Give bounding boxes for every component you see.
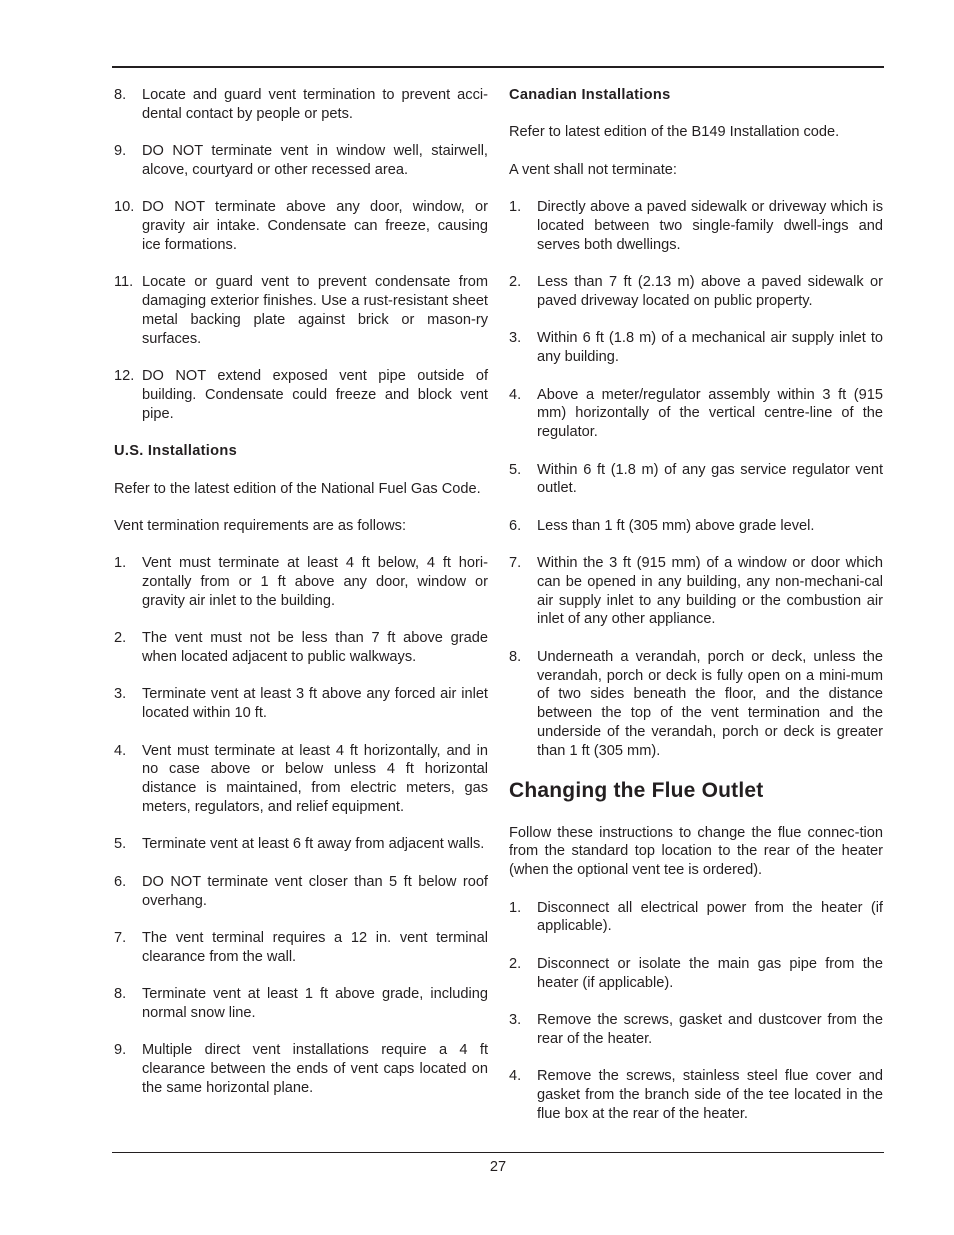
item-number: 10.: [114, 199, 135, 216]
item-number: 11.: [114, 274, 134, 291]
item-text: The vent terminal requires a 12 in. vent terminal clearance from the wall.: [142, 930, 488, 965]
item-text: Directly above a paved sidewalk or driveway which is located between two single-family dwell-ings and serves both dwellings.: [537, 199, 883, 253]
item-text: The vent must not be less than 7 ft above grade when located adjacent to public walkways.: [142, 630, 488, 666]
item-number: 1.: [509, 899, 522, 916]
item-number: 7.: [509, 555, 522, 572]
list-item: [114, 742, 488, 817]
list-item: [509, 648, 883, 761]
list-item: [509, 955, 883, 993]
item-text: DO NOT extend exposed vent pipe outside of building. Condensate could freeze and block vent pipe.: [142, 368, 488, 422]
item-number: 5.: [114, 836, 127, 853]
item-text: Above a meter/regulator assembly within 3 ft (915 mm) horizontally of the vertical centre-line of the regulator.: [537, 386, 883, 441]
item-text: Remove the screws, gasket and dustcover from the rear of the heater.: [537, 1012, 883, 1047]
list-item: [509, 198, 883, 254]
item-number: 6.: [114, 873, 127, 890]
ca-paragraph-2: A vent shall not terminate:: [509, 161, 677, 178]
item-text: Less than 1 ft (305 mm) above grade level.: [537, 517, 815, 534]
item-number: 9.: [114, 1042, 127, 1059]
item-number: 9.: [114, 143, 127, 160]
list-item: [509, 461, 883, 499]
item-number: 3.: [114, 686, 127, 703]
list-item: [114, 929, 488, 967]
list-item: [509, 517, 883, 536]
list-item: [114, 685, 488, 723]
ca-paragraph-1: Refer to latest edition of the B149 Installation code.: [509, 124, 840, 141]
list-item: [114, 554, 488, 610]
item-text: Within 6 ft (1.8 m) of a mechanical air supply inlet to any building.: [537, 330, 883, 366]
item-text: Disconnect or isolate the main gas pipe from the heater (if applicable).: [537, 955, 883, 991]
us-installations-heading: U.S. Installations: [114, 443, 237, 460]
changing-flue-outlet-heading: Changing the Flue Outlet: [509, 778, 764, 802]
item-text: Terminate vent at least 6 ft away from adjacent walls.: [142, 836, 485, 853]
bottom-rule: [112, 1152, 884, 1153]
list-item: [114, 273, 488, 348]
item-number: 2.: [509, 955, 522, 972]
list-item: [114, 86, 488, 124]
item-number: 1.: [114, 555, 127, 572]
flue-paragraph: Follow these instructions to change the flue connec-tion from the standard top location to the rear of the heater (when the optional vent tee is ordered).: [509, 824, 883, 879]
list-item: [114, 198, 488, 254]
item-number: 8.: [509, 648, 522, 665]
item-number: 2.: [114, 630, 127, 647]
list-item: [509, 899, 883, 937]
list-item: [509, 554, 883, 629]
item-number: 7.: [114, 930, 127, 947]
us-paragraph-1: Refer to the latest edition of the National Fuel Gas Code.: [114, 480, 481, 497]
left-column: [114, 86, 488, 1098]
canadian-installations-heading: Canadian Installations: [509, 87, 671, 103]
item-text: Disconnect all electrical power from the heater (if applicable).: [537, 899, 883, 935]
item-number: 8.: [114, 986, 127, 1003]
item-text: Underneath a verandah, porch or deck, unless the verandah, porch or deck is fully open on a mini-mum of two sides beneath the floor, and the distance between the top of the vent termination and the underside of the verandah, porch or deck is greater than 1 ft (305 mm).: [537, 648, 883, 759]
item-text: DO NOT terminate vent closer than 5 ft below roof overhang.: [142, 873, 488, 909]
top-rule: [112, 66, 884, 68]
item-text: DO NOT terminate vent in window well, stairwell, alcove, courtyard or other recessed area.: [142, 143, 488, 178]
item-text: DO NOT terminate above any door, window, or gravity air intake. Condensate can freeze, causing ice formations.: [142, 199, 488, 253]
right-column: [509, 86, 883, 1124]
item-text: Terminate vent at least 3 ft above any forced air inlet located within 10 ft.: [142, 686, 488, 722]
item-number: 4.: [509, 386, 522, 403]
item-text: Within 6 ft (1.8 m) of any gas service regulator vent outlet.: [537, 461, 883, 497]
item-number: 3.: [509, 1012, 522, 1029]
item-number: 4.: [509, 1068, 522, 1085]
list-item: [114, 985, 488, 1023]
item-number: 3.: [509, 330, 522, 347]
list-item: [114, 835, 488, 854]
list-item: [114, 142, 488, 180]
item-text: Remove the screws, stainless steel flue cover and gasket from the branch side of the tee located in the flue box at the rear of the heater.: [537, 1068, 883, 1122]
item-text: Multiple direct vent installations require a 4 ft clearance between the ends of vent caps located on the same horizontal plane.: [142, 1042, 488, 1096]
page-number: 27: [489, 1159, 507, 1175]
list-item: [509, 273, 883, 311]
item-number: 12.: [114, 368, 135, 385]
list-item: [114, 1041, 488, 1097]
item-text: Terminate vent at least 1 ft above grade, including normal snow line.: [142, 986, 488, 1021]
list-item: [509, 386, 883, 442]
list-item: [509, 1067, 883, 1123]
item-number: 2.: [509, 274, 522, 291]
item-text: Vent must terminate at least 4 ft below, 4 ft hori-zontally from or 1 ft above any door, window or gravity air inlet to the building.: [142, 555, 488, 609]
item-text: Locate and guard vent termination to prevent acci-dental contact by people or pets.: [142, 87, 488, 122]
list-item: [114, 629, 488, 667]
item-number: 1.: [509, 199, 522, 216]
item-text: Vent must terminate at least 4 ft horizontally, and in no case above or below unless 4 ft horizontal distance is maintained, from electric meters, gas meters, regulators, and relief equipment.: [142, 742, 488, 816]
item-number: 8.: [114, 87, 127, 103]
list-item: [509, 329, 883, 367]
item-text: Within the 3 ft (915 mm) of a window or door which can be opened in any building, any non-mechani-cal air supply inlet to any building or the combustion air inlet of any other appliance.: [537, 555, 883, 628]
item-number: 6.: [509, 517, 522, 534]
list-item: [509, 1011, 883, 1049]
item-text: Less than 7 ft (2.13 m) above a paved sidewalk or paved driveway located on public property.: [537, 274, 883, 309]
us-paragraph-2: Vent termination requirements are as follows:: [114, 517, 407, 534]
list-item: [114, 873, 488, 911]
item-number: 4.: [114, 742, 127, 759]
list-item: [114, 367, 488, 423]
item-text: Locate or guard vent to prevent condensate from damaging exterior finishes. Use a rust-resistant sheet metal backing plate against brick or mason-ry surfaces.: [142, 274, 488, 347]
item-number: 5.: [509, 461, 522, 478]
